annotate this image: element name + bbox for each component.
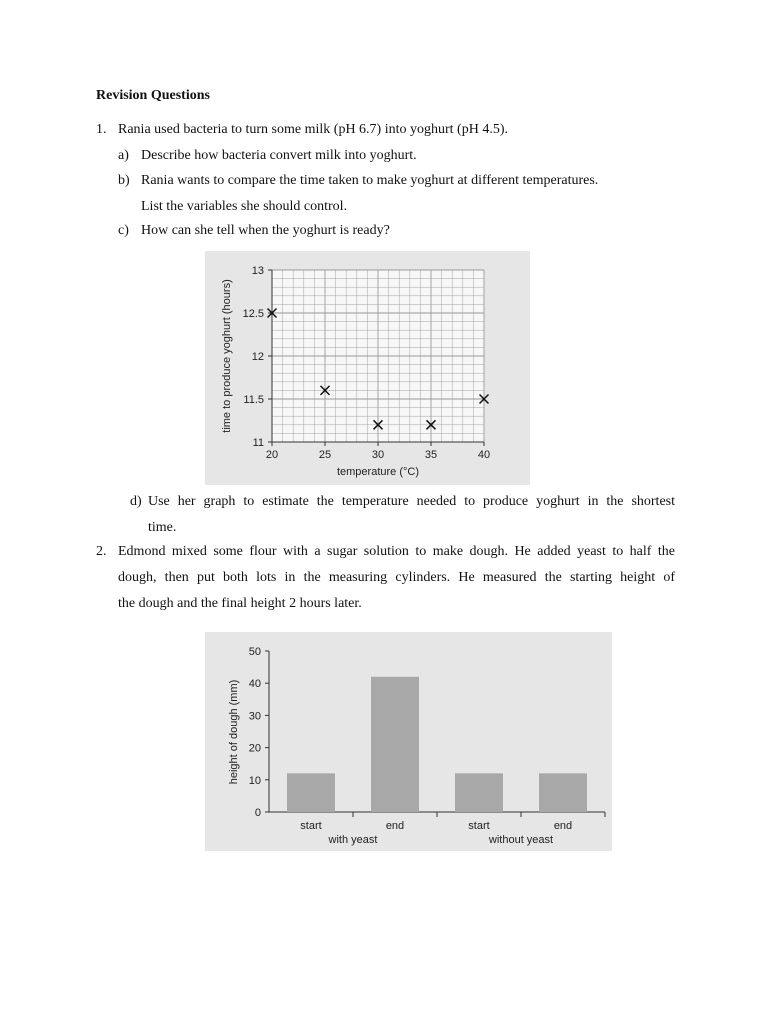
category-label: start	[468, 820, 490, 832]
bar	[539, 773, 587, 812]
bar	[455, 773, 503, 812]
bar	[287, 773, 335, 812]
bar	[371, 677, 419, 812]
y-tick-label: 11	[252, 437, 264, 449]
question-1-number: 1.	[96, 122, 107, 137]
y-tick-label: 30	[248, 710, 261, 723]
part-d-label: d)	[130, 494, 142, 509]
x-axis-label: temperature (°C)	[336, 466, 420, 478]
y-tick-label: 0	[254, 807, 261, 819]
y-tick-label: 13	[251, 265, 264, 277]
y-tick-label: 40	[248, 678, 261, 691]
part-a-text: Describe how bacteria convert milk into yoghurt.	[141, 148, 417, 163]
group-label: without yeast	[488, 834, 554, 846]
part-b-line-1: Rania wants to compare the time taken to make yoghurt at different temperatures.	[141, 173, 599, 188]
part-c-text: How can she tell when the yoghurt is ready?	[141, 223, 390, 238]
part-d-line-2: time.	[148, 520, 177, 535]
x-tick-label: 40	[477, 449, 491, 461]
y-tick-label: 50	[248, 646, 261, 658]
question-2-number: 2.	[96, 544, 107, 559]
category-label: end	[553, 820, 573, 832]
question-2-line-2: dough, then put both lots in the measuring cylinders. He measured the starting height of	[118, 570, 675, 585]
part-b-line-2: List the variables she should control.	[141, 199, 348, 214]
group-label: with yeast	[328, 834, 378, 846]
y-axis-label: height of dough (mm)	[228, 679, 240, 785]
part-a-label: a)	[118, 148, 129, 163]
y-axis-label: time to produce yoghurt (hours)	[221, 279, 233, 433]
bar-chart-svg	[205, 632, 612, 851]
y-tick-label: 11.5	[243, 394, 264, 406]
question-2-line-3: the dough and the final height 2 hours later.	[118, 596, 362, 611]
part-c-label: c)	[118, 223, 129, 238]
x-tick-label: 35	[424, 449, 438, 461]
y-tick-label: 10	[248, 774, 261, 787]
y-tick-label: 12	[251, 351, 264, 363]
y-tick-label: 12.5	[242, 308, 264, 320]
category-label: start	[300, 820, 322, 832]
dough-height-chart	[205, 632, 612, 851]
x-tick-label: 30	[371, 449, 385, 461]
x-tick-label: 20	[265, 449, 279, 461]
part-d-line-1: Use her graph to estimate the temperature needed to produce yoghurt in the shortest	[148, 494, 675, 509]
y-tick-label: 20	[248, 742, 261, 755]
x-tick-label: 25	[318, 449, 332, 461]
question-1-text: Rania used bacteria to turn some milk (pH 6.7) into yoghurt (pH 4.5).	[118, 122, 508, 137]
yoghurt-temperature-chart	[205, 251, 530, 485]
part-b-label: b)	[118, 173, 130, 188]
question-2-line-1: Edmond mixed some flour with a sugar solution to make dough. He added yeast to half the	[118, 544, 675, 559]
scatter-chart-svg	[205, 251, 530, 485]
page-heading: Revision Questions	[96, 88, 210, 103]
category-label: end	[385, 820, 405, 832]
